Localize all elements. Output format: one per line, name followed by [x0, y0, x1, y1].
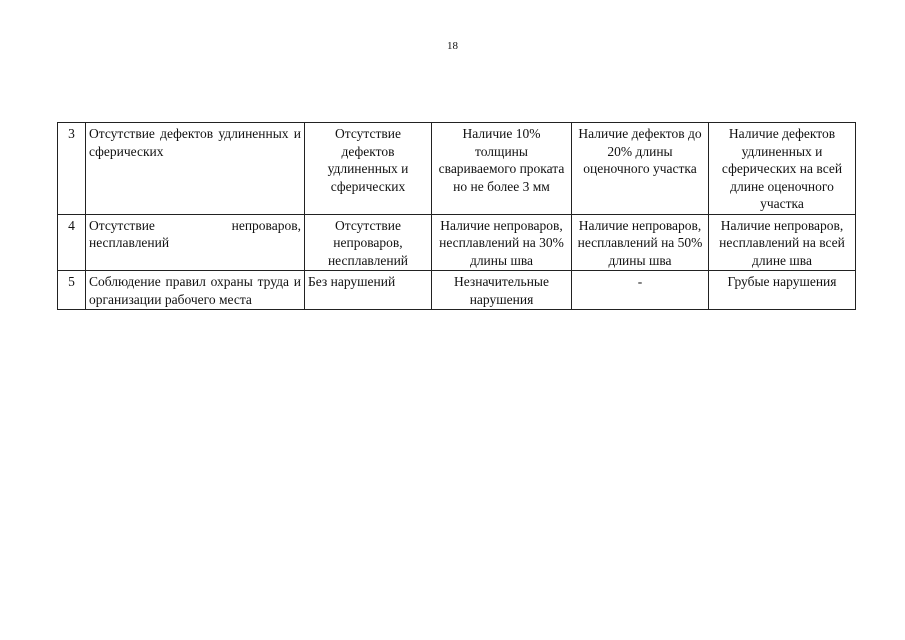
- score-cell: Наличие непроваров, несплавлений на 50% длины шва: [572, 214, 709, 271]
- score-cell: Наличие дефектов до 20% длины оценочного участка: [572, 123, 709, 215]
- score-cell: Отсутствие непроваров, несплавлений: [305, 214, 432, 271]
- score-cell: Наличие непроваров, несплавлений на всей длине шва: [709, 214, 856, 271]
- criterion-cell: Отсутствие дефектов удлиненных и сферических: [86, 123, 305, 215]
- score-cell: -: [572, 271, 709, 310]
- score-cell: Отсутствие дефектов удлиненных и сферических: [305, 123, 432, 215]
- table-row: [58, 214, 856, 271]
- score-cell: Грубые нарушения: [709, 271, 856, 310]
- evaluation-table: [57, 122, 856, 310]
- row-number: 3: [58, 123, 86, 215]
- score-cell: Наличие 10% толщины свариваемого проката но не более 3 мм: [432, 123, 572, 215]
- score-cell: Наличие дефектов удлиненных и сферических на всей длине оценочного участка: [709, 123, 856, 215]
- table-row: [58, 123, 856, 215]
- row-number: 5: [58, 271, 86, 310]
- row-number: 4: [58, 214, 86, 271]
- criterion-cell: Отсутствие непроваров, несплавлений: [86, 214, 305, 271]
- table-row: [58, 271, 856, 310]
- criterion-cell: Соблюдение правил охраны труда и организации рабочего места: [86, 271, 305, 310]
- page-number: 18: [447, 40, 458, 52]
- score-cell: Незначительные нарушения: [432, 271, 572, 310]
- score-cell: Наличие непроваров, несплавлений на 30% длины шва: [432, 214, 572, 271]
- score-cell: Без нарушений: [305, 271, 432, 310]
